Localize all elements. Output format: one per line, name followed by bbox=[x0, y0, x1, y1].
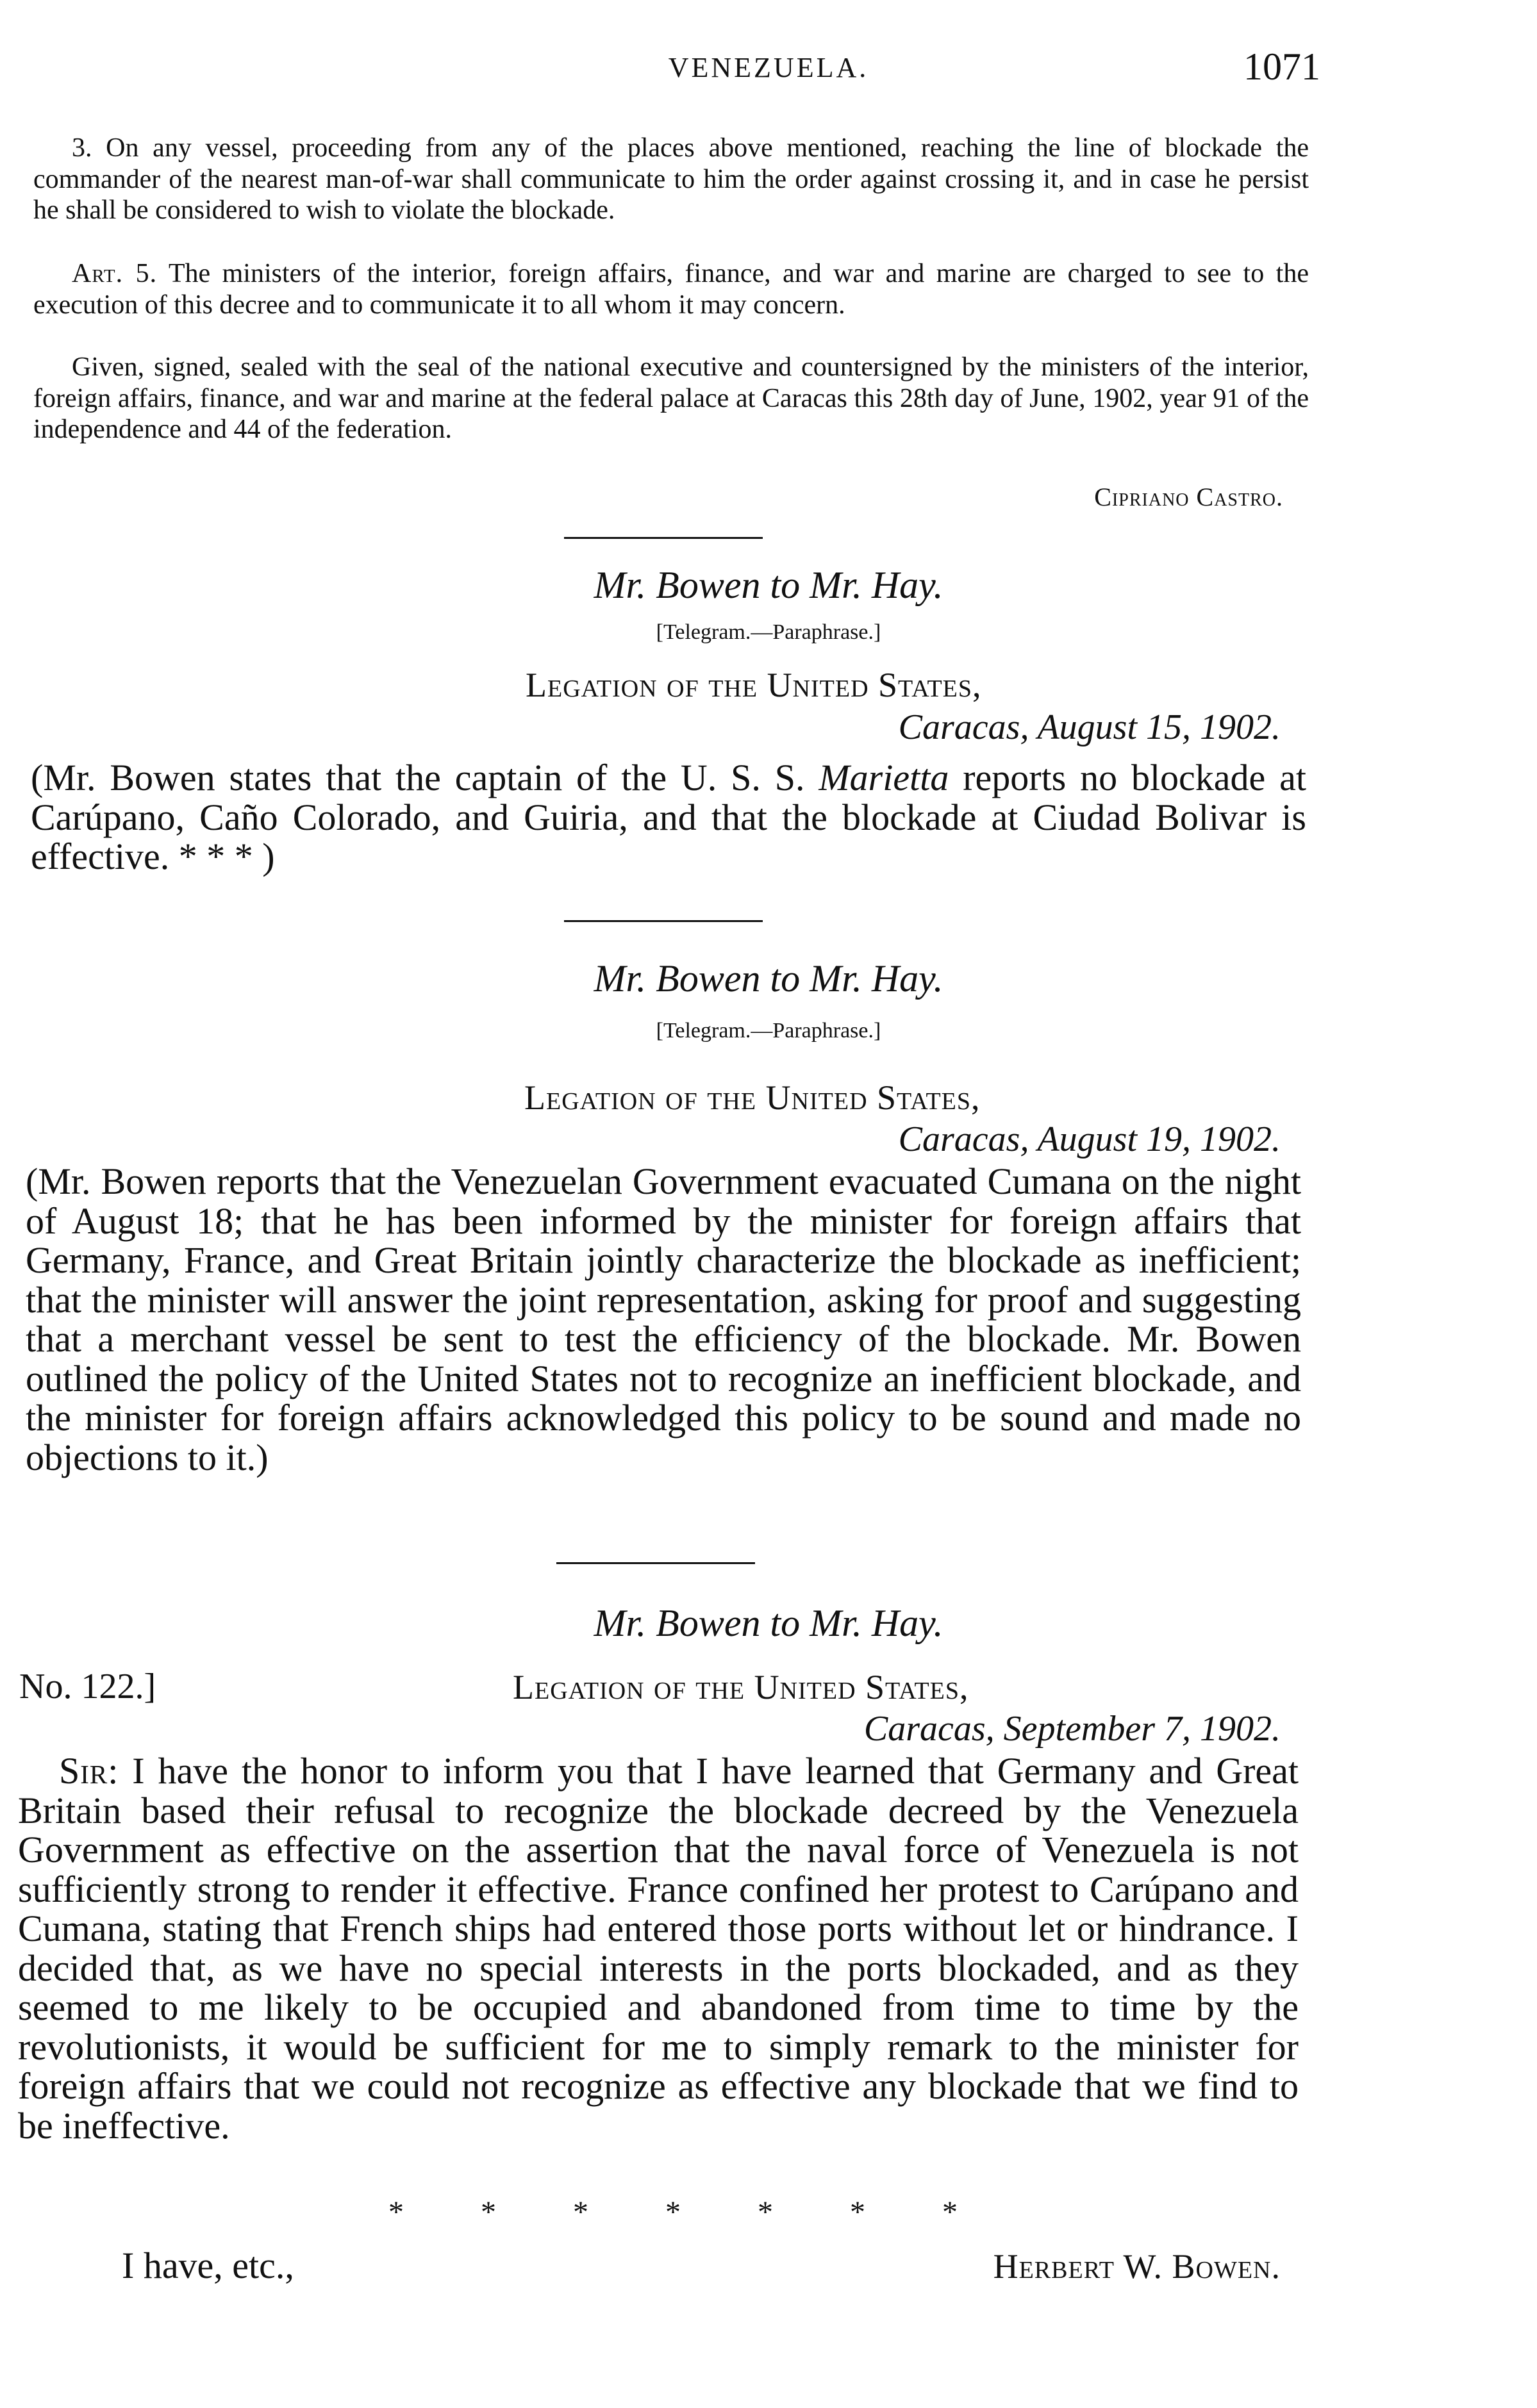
salutation: Sir: bbox=[59, 1750, 119, 1792]
decree-article-5 bbox=[33, 258, 1309, 320]
telegram-body: (Mr. Bowen states that the captain of the U. S. S. Marietta reports no blockade at Carúpano, Caño Colorado, and Guiria, and that the blockade at Ciudad Bolivar is effective. * * * ) bbox=[31, 757, 1306, 877]
decree-signature: Cipriano Castro. bbox=[1094, 482, 1283, 511]
decree-paragraph-3: 3. On any vessel, proceeding from any of the places above mentioned, reaching the line of blockade the commander of the nearest man-of-war shall communicate to him the order against crossing it, and in case he persist he shall be considered to wish to violate the blockade. bbox=[33, 133, 1309, 225]
legation-line: Legation of the United States, bbox=[513, 1668, 969, 1706]
document-subheading: [Telegram.—Paraphrase.] bbox=[656, 620, 881, 644]
dateline: Caracas, September 7, 1902. bbox=[863, 1709, 1281, 1749]
section-divider bbox=[564, 537, 763, 539]
decree-given-paragraph: Given, signed, sealed with the seal of the national executive and countersigned by the ministers of the interior, foreign affairs, finance, and war and marine at the federal palace at Caracas this 28th day of June, 1902, year 91 of the independence and 44 of the federation. bbox=[33, 352, 1309, 444]
dateline: Caracas, August 19, 1902. bbox=[898, 1119, 1281, 1159]
dateline: Caracas, August 15, 1902. bbox=[898, 707, 1281, 747]
telegram-body: (Mr. Bowen reports that the Venezuelan Government evacuated Cumana on the night of August 18; that he has been informed by the minister for foreign affairs that Germany, France, and Great Britain jointly characterize the blockade as inefficient; that the minister will answer the joint representation, asking for proof and suggesting that a merchant vessel be sent to test the efficiency of the blockade. Mr. Bowen outlined the policy of the United States not to recognize an inefficient blockade, and the minister for foreign affairs acknowledged this policy to be sound and made no objections to it.) bbox=[26, 1160, 1301, 1478]
letter-signature: Herbert W. Bowen. bbox=[993, 2247, 1281, 2286]
document-heading: Mr. Bowen to Mr. Hay. bbox=[594, 957, 943, 1000]
section-divider bbox=[564, 920, 763, 922]
article-text: The ministers of the interior, foreign affairs, finance, and war and marine are charged to see to the execution of this decree and to communicate it to all whom it may concern. bbox=[33, 259, 1309, 320]
letter-body: Sir: I have the honor to inform you that I have learned that Germany and Great Britain based their refusal to recognize the blockade decreed by the Venezuela Government as effective on the assertion that the naval force of Venezuela is not sufficiently strong to render it effective. France confined her protest to Carúpano and Cumana, stating that French ships had entered those ports without let or hindrance. I decided that, as we have no special interests in the ports blockaded, and as they seemed to me likely to be occupied and abandoned from time to time by the revolutionists, it would be sufficient for me to simply remark to the minister for foreign affairs that we could not recognize as effective any blockade that we find to be ineffective. bbox=[18, 1750, 1299, 2147]
legation-line: Legation of the United States, bbox=[524, 1078, 981, 1117]
closing: I have, etc., bbox=[122, 2245, 294, 2286]
running-title: VENEZUELA. bbox=[668, 52, 869, 83]
omission-asterisks: * * * * * * * bbox=[388, 2195, 958, 2229]
ship-name: Marietta bbox=[818, 757, 949, 798]
section-divider bbox=[556, 1562, 755, 1564]
legation-line: Legation of the United States, bbox=[526, 666, 982, 704]
page-number: 1071 bbox=[1243, 45, 1320, 88]
document-heading: Mr. Bowen to Mr. Hay. bbox=[594, 1602, 943, 1644]
dispatch-number: No. 122.] bbox=[19, 1667, 156, 1706]
document-subheading: [Telegram.—Paraphrase.] bbox=[656, 1019, 881, 1043]
article-label: Art. 5. bbox=[72, 259, 158, 288]
document-heading: Mr. Bowen to Mr. Hay. bbox=[594, 564, 943, 606]
